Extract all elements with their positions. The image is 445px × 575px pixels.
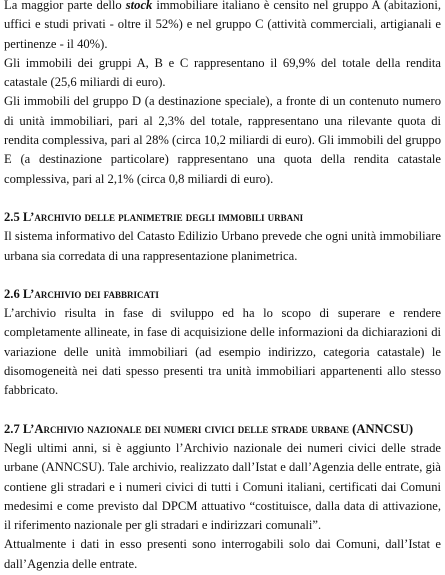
text-run: La maggior parte dello xyxy=(4,0,126,12)
paragraph-stock xyxy=(4,0,441,54)
emphasis-stock: stock xyxy=(125,0,153,12)
section-number: 2.6 xyxy=(4,286,20,301)
section-heading xyxy=(4,420,441,439)
paragraph-fabbricati: L’archivio risulta in fase di sviluppo ed ha lo scopo di superare e rendere completamente allineate, in fase di acquisizione delle informazioni da dichiarazioni di variazione delle unità immobiliari (ad esempio indirizzo, categoria catastale) le disomogeneità nei dati spesso presenti tra unità immobiliari appartenenti allo stesso fabbricato. xyxy=(4,306,441,398)
document-page xyxy=(4,0,441,574)
text-run: immobiliare italiano è censito nel gruppo A (abitazioni, uffici e studi privati - oltre il 52%) e nel gruppo C (attività commerciali, artigianali e pertinenze - il 40%). xyxy=(4,0,441,51)
paragraph-groups-abc: Gli immobili dei gruppi A, B e C rappresentano il 69,9% del totale della rendita catastale (25,6 miliardi di euro). xyxy=(4,55,441,90)
section-heading xyxy=(4,208,441,227)
section-title: L’Archivio nazionale dei numeri civici delle strade urbane (ANNCSU) xyxy=(22,421,414,436)
section-number: 2.5 xyxy=(4,209,20,224)
section-2-5 xyxy=(4,208,441,266)
section-2-6 xyxy=(4,285,441,401)
section-title: L’archivio delle planimetrie degli immobili urbani xyxy=(22,209,304,224)
section-title: L’archivio dei fabbricati xyxy=(22,286,159,301)
section-heading xyxy=(4,285,441,304)
paragraph-interrogabili: Attualmente i dati in esso presenti sono interrogabili solo dai Comuni, dall’Istat e dall’Agenzia delle entrate. xyxy=(4,537,441,571)
section-2-7 xyxy=(4,420,441,574)
paragraph-anncsu: Negli ultimi anni, si è aggiunto l’Archivio nazionale dei numeri civici delle strade urbane (ANNCSU). Tale archivio, realizzato dall’Istat e dall’Agenzia delle entrate, già contiene gli stradari e i numeri civici di tutti i Comuni italiani, certificati dai Comuni medesimi e come previsto dal DPCM attuativo “costituisce, dalla data di attivazione, il riferimento nazionale per gli stradari e indirizzari comunali”. xyxy=(4,440,441,533)
paragraph-groups-d-e: Gli immobili del gruppo D (a destinazione speciale), a fronte di un contenuto numero di unità immobiliari, pari al 2,3% del totale, rappresentano una rilevante quota di rendita complessiva, pari al 28% (circa 10,2 miliardi di euro). Gli immobili del gruppo E (a destinazione particolare) rappresentano una quota della rendita catastale complessiva, pari al 2,1% (circa 0,8 miliardi di euro). xyxy=(4,94,441,186)
paragraph-planimetrie: Il sistema informativo del Catasto Edilizio Urbano prevede che ogni unità immobiliare urbana sia corredata di una rappresentazione planimetrica. xyxy=(4,229,441,263)
intro-section xyxy=(4,0,441,189)
section-number: 2.7 xyxy=(4,421,20,436)
